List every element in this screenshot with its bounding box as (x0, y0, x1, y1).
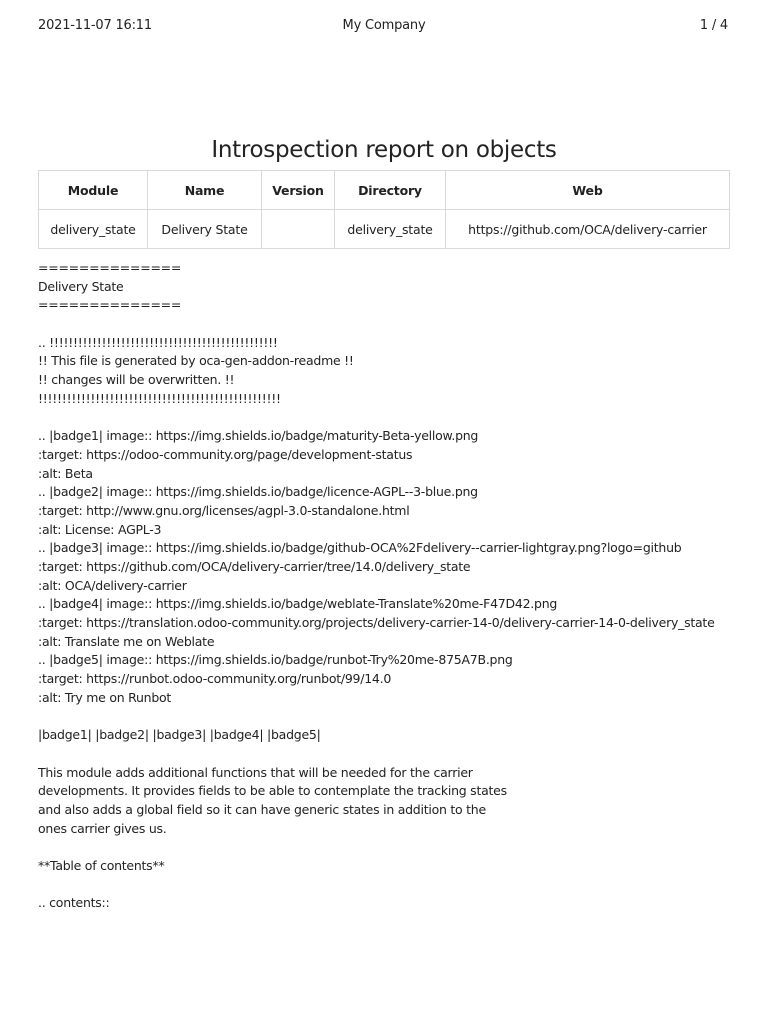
contents-directive: .. contents:: (38, 895, 110, 911)
toc-label: **Table of contents** (38, 858, 165, 873)
badge-line: .. |badge3| image:: https://img.shields.io/badge/github-OCA%2Fdelivery--carrier-lightgray.png?logo=github (38, 540, 682, 556)
rst-heading: Delivery State (38, 278, 124, 294)
rst-rule-bottom: ============== (38, 297, 182, 313)
badge-line: :alt: Beta (38, 465, 93, 481)
warning-line: !!!!!!!!!!!!!!!!!!!!!!!!!!!!!!!!!!!!!!!!!!!!!!!!!!! (38, 390, 281, 406)
badge-summary: |badge1| |badge2| |badge3| |badge4| |badge5| (38, 727, 321, 743)
header-module: Module (39, 171, 148, 210)
print-datetime: 2021-11-07 16:11 (38, 18, 152, 33)
badge-line: :target: https://runbot.odoo-community.org/runbot/99/14.0 (38, 671, 392, 687)
badge-line: :alt: License: AGPL-3 (38, 521, 162, 537)
warning-line: !! changes will be overwritten. !! (38, 372, 235, 388)
badge-line: :target: https://github.com/OCA/delivery-carrier/tree/14.0/delivery_state (38, 559, 471, 574)
cell-module: delivery_state (39, 210, 148, 249)
cell-web: https://github.com/OCA/delivery-carrier (446, 210, 730, 249)
description-line: and also adds a global field so it can have generic states in addition to the (38, 801, 486, 817)
cell-version (262, 210, 335, 249)
description-line: This module adds additional functions that will be needed for the carrier (38, 764, 473, 780)
warning-line: .. !!!!!!!!!!!!!!!!!!!!!!!!!!!!!!!!!!!!!!!!!!!!!!!! (38, 334, 278, 350)
report-title: Introspection report on objects (211, 137, 557, 163)
description-line: ones carrier gives us. (38, 820, 167, 836)
warning-line: !! This file is generated by oca-gen-addon-readme !! (38, 353, 354, 369)
badge-line: :alt: Try me on Runbot (38, 689, 172, 705)
cell-name: Delivery State (148, 210, 262, 249)
badge-line: :alt: OCA/delivery-carrier (38, 577, 187, 593)
badge-line: :target: https://translation.odoo-community.org/projects/delivery-carrier-14-0/delivery-carrier-14-0-delivery_state (38, 615, 715, 631)
page-counter: 1 / 4 (699, 18, 728, 33)
badge-line: .. |badge4| image:: https://img.shields.io/badge/weblate-Translate%20me-F47D42.png (38, 596, 558, 612)
header-version: Version (262, 171, 335, 210)
badge-line: .. |badge5| image:: https://img.shields.io/badge/runbot-Try%20me-875A7B.png (38, 652, 513, 668)
badge-line: .. |badge1| image:: https://img.shields.io/badge/maturity-Beta-yellow.png (38, 428, 479, 444)
badge-line: :target: https://odoo-community.org/page/development-status (38, 446, 413, 462)
badge-line: :alt: Translate me on Weblate (38, 633, 215, 649)
cell-directory: delivery_state (335, 210, 446, 249)
rst-rule-top: ============== (38, 260, 182, 275)
table-row (39, 210, 730, 249)
table-header-row (39, 171, 730, 210)
company-name: My Company (342, 18, 426, 33)
readme-body (38, 259, 738, 913)
description-line: developments. It provides fields to be able to contemplate the tracking states (38, 783, 507, 799)
header-web: Web (446, 171, 730, 210)
header-name: Name (148, 171, 262, 210)
badge-line: :target: http://www.gnu.org/licenses/agpl-3.0-standalone.html (38, 502, 410, 518)
header-directory: Directory (335, 171, 446, 210)
module-info-table (38, 170, 730, 249)
badge-line: .. |badge2| image:: https://img.shields.io/badge/licence-AGPL--3-blue.png (38, 484, 478, 500)
